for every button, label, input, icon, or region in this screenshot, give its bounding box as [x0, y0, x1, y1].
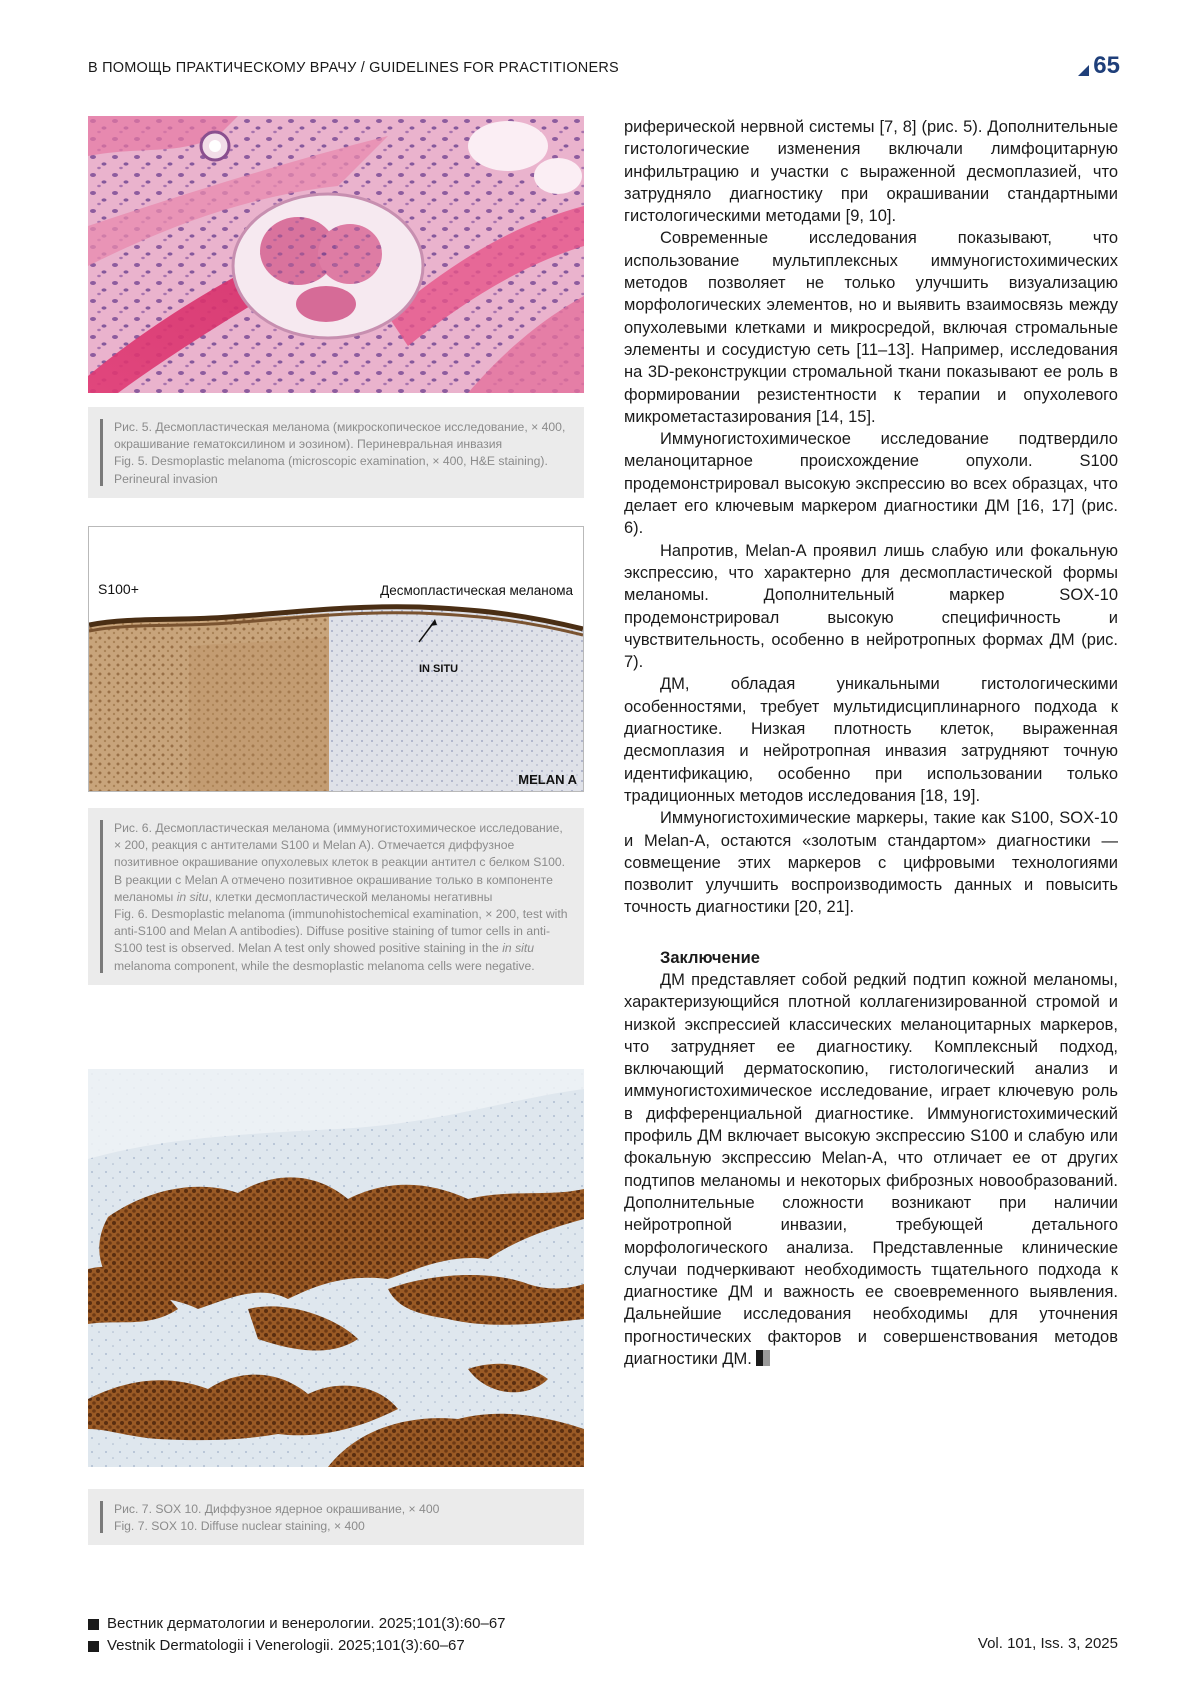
footer-references [88, 1613, 506, 1657]
label-in-situ: IN SITU [419, 663, 459, 675]
paragraph-3: Иммуногистохимическое исследование подтвердило меланоцитарное происхождение опухоли. S100 продемонстрировал высокую экспрессию во всех образцах, что делает его ключевым маркером диагностики ДМ [16, 17] (рис. 6). [624, 430, 1118, 538]
footer-ref-en: Vestnik Dermatologii i Venerologii. 2025;101(3):60–67 [107, 1637, 465, 1654]
paragraph-6: Иммуногистохимические маркеры, такие как S100, SOX-10 и Melan-A, остаются «золотым стандартом» диагностики — совмещение этих маркеров с цифровыми технологиями позволит улучшить воспроизводимость данных и повысить точность диагностики [20, 21]. [624, 809, 1118, 917]
caption-ru-emphasis: in situ [176, 889, 209, 904]
paragraph-5: ДМ, обладая уникальными гистологическими особенностями, требует мультидисциплинарного подхода к диагностике. Низкая плотность клеток, выраженная десмоплазия и нейротропная инвазия затрудняют точную идентификацию, особенно при использовании только традиционных методов исследования [18, 19]. [624, 675, 1118, 805]
caption-en-part-1: Fig. 6. Desmoplastic melanoma (immunohistochemical examination, × 200, test with anti-S100 and Melan A antibodies). Diffuse positive staining of tumor cells in anti-S100 test is observed. Melan A test only showed positive staining in the [114, 907, 568, 956]
footer-volume: Vol. 101, Iss. 3, 2025 [977, 1635, 1118, 1652]
page-number [1078, 52, 1120, 80]
figure-6-ihc-micrograph [88, 526, 584, 792]
square-bullet-icon [88, 1641, 99, 1652]
triangle-icon [1078, 65, 1089, 76]
figure-7-caption [88, 1489, 584, 1545]
sox10-tissue-illustration [88, 1069, 584, 1467]
he-tissue-illustration [88, 116, 584, 393]
running-header: В ПОМОЩЬ ПРАКТИЧЕСКОМУ ВРАЧУ / GUIDELINES FOR PRACTITIONERS [88, 60, 619, 76]
caption-ru-part-2: , клетки десмопластической меланомы негативны [208, 889, 493, 904]
figure-5 [88, 116, 584, 498]
ihc-tissue-illustration [89, 527, 583, 791]
figure-6 [88, 526, 584, 985]
figure-6-caption [88, 808, 584, 985]
body-text-column [624, 116, 1118, 1370]
end-of-article-icon [756, 1350, 770, 1366]
caption-ru-part-1: Рис. 6. Десмопластическая меланома (иммуногистохимическое исследование, × 200, реакция с антителами S100 и Melan A). Отмечается диффузное позитивное окрашивание опухолевых клеток в реакции антител с белком S100. В реакции с Melan A отмечено позитивное окрашивание только в компоненте меланомы [114, 821, 566, 904]
figure-5-he-micrograph [88, 116, 584, 393]
figure-7-caption-ru: Рис. 7. SOX 10. Диффузное ядерное окрашивание, × 400 [114, 1502, 440, 1516]
label-melan-a: MELAN A [518, 772, 577, 787]
figure-5-caption [88, 407, 584, 498]
caption-en-emphasis: in situ [502, 941, 535, 956]
paragraph-2: Современные исследования показывают, что использование мультиплексных иммуногистохимических методов позволяет не только улучшить визуализацию морфологических элементов, но и выявить взаимосвязь между опухолевыми клетками и микросредой, включая стромальные элементы и сосудистую сеть [11–13]. Например, исследования на 3D-реконструкции стромальной ткани показывают ее роль в формировании резистентности к терапии и опухолевого микрометастазирования [14, 15]. [624, 229, 1118, 426]
conclusion-text: ДМ представляет собой редкий подтип кожной меланомы, характеризующийся плотной коллагенизированной стромой и низкой экспрессией классических меланоцитарных маркеров, что затрудняет ее диагностику. Комплексный подход, включающий дерматоскопию, гистологический анализ и иммуногистохимическое исследование, играет ключевую роль в дифференциальной диагностике. Иммуногистохимический профиль ДМ включает высокую экспрессию S100 и слабую или фокальную экспрессию Melan-A, что отличает ее от других подтипов меланомы и некоторых фиброзных новообразований. Дополнительные сложности возникают при наличии нейротропной инвазии, требующей детального морфологического анализа. Представленные клинические случаи подчеркивают необходимость тщательного подхода к диагностике ДМ и важность ее своевременного выявления. Дальнейшие исследования необходимы для уточнения прогностических факторов и совершенствования методов диагностики ДМ. [624, 970, 1118, 1369]
paragraph-1: риферической нервной системы [7, 8] (рис. 5). Дополнительные гистологические изменения включали лимфоцитарную инфильтрацию и участки с выраженной десмоплазией, что затрудняло диагностику при окрашивании стандартными гистологическими методами [9, 10]. [624, 118, 1118, 226]
figure-6-caption-en [114, 906, 572, 975]
square-bullet-icon [88, 1619, 99, 1630]
footer-ref-ru: Вестник дерматологии и венерологии. 2025;101(3):60–67 [107, 1615, 506, 1632]
paragraph-conclusion [624, 969, 1118, 1370]
conclusion-heading: Заключение [660, 948, 760, 967]
caption-en-part-2: melanoma component, while the desmoplastic melanoma cells were negative. [114, 958, 535, 973]
figure-7-sox10-micrograph [88, 1069, 584, 1467]
figure-5-caption-ru: Рис. 5. Десмопластическая меланома (микроскопическое исследование, × 400, окрашивание гематоксилином и эозином). Периневральная инвазия [114, 420, 566, 452]
figure-7-caption-en: Fig. 7. SOX 10. Diffuse nuclear staining, × 400 [114, 1519, 365, 1534]
label-desmoplastic-melanoma: Десмопластическая меланома [380, 583, 573, 598]
figure-5-caption-en: Fig. 5. Desmoplastic melanoma (microscopic examination, × 400, H&E staining). Perineural invasion [114, 454, 548, 486]
label-s100: S100+ [98, 581, 139, 597]
page-number-value: 65 [1093, 52, 1120, 79]
figure-7 [88, 1069, 584, 1545]
figure-6-caption-ru [114, 820, 572, 906]
paragraph-4: Напротив, Melan-A проявил лишь слабую или фокальную экспрессию, что характерно для десмопластической формы меланомы. Дополнительный маркер SOX-10 продемонстрировал высокую специфичность и чувствительность, особенно в нейротропных формах ДМ (рис. 7). [624, 541, 1118, 672]
